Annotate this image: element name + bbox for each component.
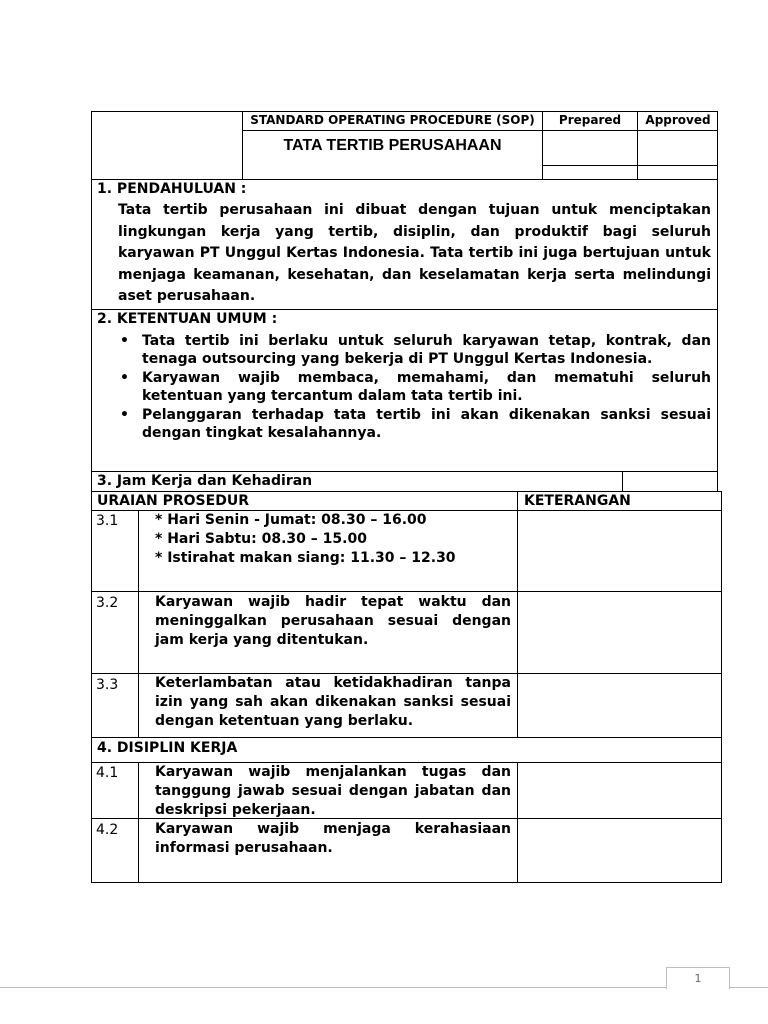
doc-title: TATA TERTIB PERUSAHAAN: [283, 137, 502, 154]
list-item: • Karyawan wajib membaca, memahami, dan mematuhi seluruh ketentuan yang tercantum dalam tata tertib ini.: [116, 369, 711, 405]
schedule-line: * Hari Sabtu: 08.30 – 15.00: [155, 531, 367, 547]
table-divider: [517, 762, 518, 883]
header-divider: [622, 471, 623, 492]
table-cell: Keterlambatan atau ketidakhadiran tanpa izin yang sah akan dikenakan sanksi sesuai dengan ketentuan yang berlaku.: [155, 675, 511, 729]
approved-label: Approved: [645, 113, 711, 127]
list-item: • Pelanggaran terhadap tata tertib ini akan dikenakan sanksi sesuai dengan tingkat kesalahannya.: [116, 406, 711, 442]
table-cell: [155, 511, 510, 568]
table-cell: Karyawan wajib hadir tepat waktu dan meninggalkan perusahaan sesuai dengan jam kerja yang ditentukan.: [155, 594, 511, 648]
table-cell: Karyawan wajib menjalankan tugas dan tanggung jawab sesuai dengan jabatan dan deskripsi pekerjaan.: [155, 764, 511, 818]
section-title: 4. DISIPLIN KERJA: [97, 740, 238, 756]
row-number: 3.3: [96, 677, 119, 693]
table-divider: [517, 491, 518, 738]
prepared-label: Prepared: [558, 113, 622, 127]
bullet-list: [116, 332, 711, 443]
table-cell: Karyawan wajib menjaga kerahasiaan informasi perusahaan.: [155, 821, 511, 856]
row-number: 3.2: [96, 595, 119, 611]
row-number: 3.1: [96, 513, 119, 529]
table-divider: [138, 762, 139, 883]
table-divider: [138, 510, 139, 738]
section-title: 3. Jam Kerja dan Kehadiran: [97, 473, 313, 489]
section-title: 1. PENDAHULUAN :: [97, 181, 247, 197]
schedule-line: * Istirahat makan siang: 11.30 – 12.30: [155, 550, 456, 566]
section-body: Tata tertib perusahaan ini dibuat dengan tujuan untuk menciptakan lingkungan kerja yang tertib, disiplin, dan produktif bagi seluruh karyawan PT Unggul Kertas Indonesia. Tata tertib ini juga bertujuan untuk menjaga keamanan, kesehatan, dan keselamatan kerja serta melindungi aset perusahaan.: [118, 202, 711, 304]
row-number: 4.1: [96, 765, 119, 781]
page-number: 1: [666, 967, 730, 989]
footer-rule: [0, 987, 768, 988]
column-header-notes: KETERANGAN: [524, 493, 631, 509]
sop-label: STANDARD OPERATING PROCEDURE (SOP): [250, 113, 535, 127]
row-number: 4.2: [96, 822, 119, 838]
table-divider: [91, 591, 722, 592]
schedule-line: * Hari Senin - Jumat: 08.30 – 16.00: [155, 512, 427, 528]
column-header-procedure: URAIAN PROSEDUR: [97, 493, 249, 509]
list-item: • Tata tertib ini berlaku untuk seluruh karyawan tetap, kontrak, dan tenaga outsourcing yang bekerja di PT Unggul Kertas Indonesia.: [116, 332, 711, 368]
header-divider: [242, 130, 718, 131]
section-title: 2. KETENTUAN UMUM :: [97, 311, 278, 327]
header-divider: [542, 165, 718, 166]
